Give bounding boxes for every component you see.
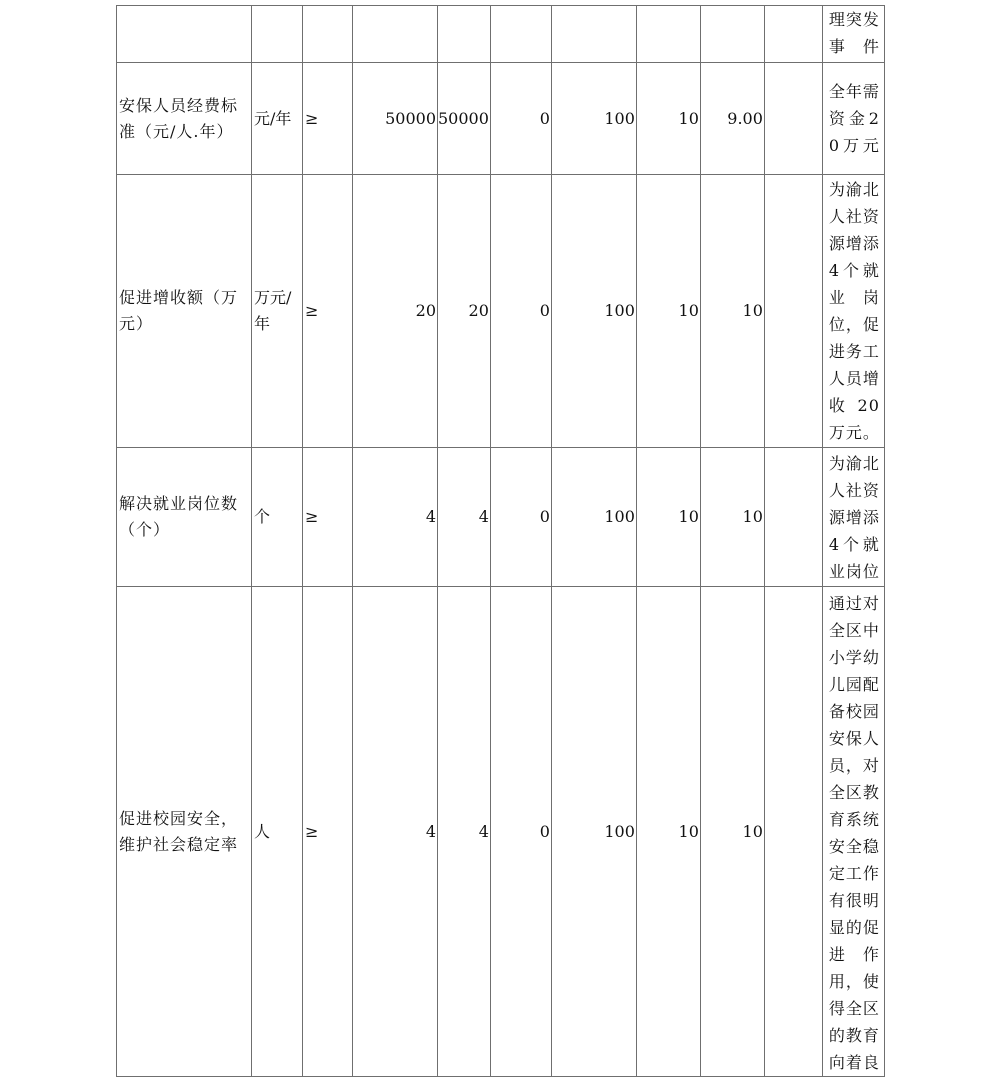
value-cell: 4 — [438, 587, 491, 1077]
indicator-name-cell: 安保人员经费标准（元/人.年） — [117, 63, 252, 175]
empty-cell — [764, 175, 822, 448]
value-cell: 0 — [490, 63, 551, 175]
value-cell: 10 — [636, 175, 700, 448]
value-cell: 100 — [551, 448, 636, 587]
value-cell — [353, 6, 438, 63]
operator-cell: ≥ — [303, 175, 353, 448]
note-cell: 全年需资金20万元 — [822, 63, 884, 175]
operator-cell: ≥ — [303, 63, 353, 175]
value-cell — [551, 6, 636, 63]
table-row — [117, 175, 885, 448]
empty-cell — [764, 448, 822, 587]
value-cell: 4 — [438, 448, 491, 587]
unit-cell: 个 — [252, 448, 303, 587]
value-cell: 100 — [551, 175, 636, 448]
value-cell — [438, 6, 491, 63]
table-row — [117, 448, 885, 587]
operator-cell: ≥ — [303, 587, 353, 1077]
value-cell: 0 — [490, 175, 551, 448]
note-cell: 理突发事件 — [822, 6, 884, 63]
table-row — [117, 63, 885, 175]
note-cell: 通过对全区中小学幼儿园配备校园安保人员，对全区教育系统安全稳定工作有很明显的促进作用，使得全区的教育向着良 — [822, 587, 884, 1077]
score-cell: 10 — [700, 448, 764, 587]
indicator-name-cell: 促进增收额（万元） — [117, 175, 252, 448]
value-cell: 100 — [551, 63, 636, 175]
score-cell: 10 — [700, 175, 764, 448]
score-cell: 10 — [700, 587, 764, 1077]
note-cell: 为渝北人社资源增添4个就业岗位 — [822, 448, 884, 587]
value-cell: 20 — [438, 175, 491, 448]
empty-cell — [764, 63, 822, 175]
table-row — [117, 587, 885, 1077]
value-cell: 100 — [551, 587, 636, 1077]
value-cell: 10 — [636, 63, 700, 175]
value-cell — [636, 6, 700, 63]
value-cell: 4 — [353, 587, 438, 1077]
value-cell: 4 — [353, 448, 438, 587]
score-cell — [700, 6, 764, 63]
empty-cell — [764, 587, 822, 1077]
note-cell: 为渝北人社资源增添4个就业岗位，促进务工人员增收20万元。 — [822, 175, 884, 448]
operator-cell — [303, 6, 353, 63]
performance-indicator-table — [116, 5, 885, 1077]
value-cell — [490, 6, 551, 63]
empty-cell — [764, 6, 822, 63]
value-cell: 0 — [490, 587, 551, 1077]
value-cell: 10 — [636, 587, 700, 1077]
unit-cell: 元/年 — [252, 63, 303, 175]
indicator-name-cell — [117, 6, 252, 63]
unit-cell — [252, 6, 303, 63]
value-cell: 20 — [353, 175, 438, 448]
unit-cell: 万元/年 — [252, 175, 303, 448]
value-cell: 0 — [490, 448, 551, 587]
table-row — [117, 6, 885, 63]
score-cell: 9.00 — [700, 63, 764, 175]
operator-cell: ≥ — [303, 448, 353, 587]
indicator-name-cell: 解决就业岗位数（个） — [117, 448, 252, 587]
value-cell: 50000 — [438, 63, 491, 175]
indicator-name-cell: 促进校园安全，维护社会稳定率 — [117, 587, 252, 1077]
value-cell: 10 — [636, 448, 700, 587]
value-cell: 50000 — [353, 63, 438, 175]
unit-cell: 人 — [252, 587, 303, 1077]
